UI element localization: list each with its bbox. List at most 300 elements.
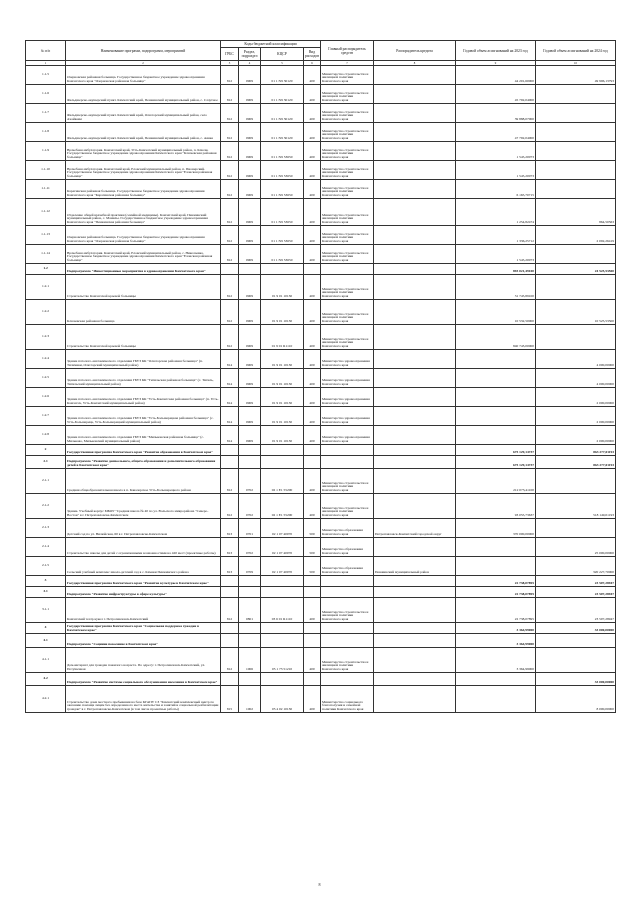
main-administrator: Министерство строительства и жилищной политики Камчатского края [321, 469, 374, 494]
item-name: Строительство школы для детей с ограниченными возможностями на 420 мест (проектные работы) [66, 538, 221, 557]
target-article-code: 01 1 N9 30120 [261, 104, 304, 123]
amount-2023: 10 532,50000 [456, 300, 536, 325]
section-code [239, 456, 261, 469]
amount-2024 [536, 648, 616, 673]
main-administrator: Министерство здравоохранения Камчатского края [321, 426, 374, 445]
column-index: 7 [321, 61, 374, 66]
main-administrator: Министерство здравоохранения Камчатского края [321, 388, 374, 407]
amount-2023 [456, 369, 536, 388]
amount-2024 [536, 123, 616, 142]
expense-type-code: 400 [304, 388, 321, 407]
row-number: 1.2.8 [26, 426, 66, 445]
row-number: 1.1.9 [26, 142, 66, 161]
section-code [239, 445, 261, 456]
item-name: Камчатский театр кукол г. Петропавловск-Камчатский [66, 598, 221, 623]
credit-administrator [374, 180, 456, 199]
credit-administrator [374, 576, 456, 587]
amount-2024 [536, 245, 616, 264]
row-number: 1.1.6 [26, 85, 66, 104]
credit-administrator [374, 686, 456, 713]
table-row [26, 576, 616, 587]
target-article-code: 01 1 N9 30120 [261, 85, 304, 104]
main-administrator: Министерство здравоохранения Камчатского края [321, 350, 374, 369]
credit-administrator [374, 648, 456, 673]
item-name: Подпрограмма "Социнне поколение в Камчатском крае" [66, 634, 221, 648]
main-administrator: Министерство строительства и жилищной политики Камчатского края [321, 494, 374, 519]
column-index: 4 [239, 61, 261, 66]
main-administrator: Министерство строительства и жилищной политики Камчатского края [321, 180, 374, 199]
item-name: Здание патолого-анатомического отделения ГБУЗ КК "Усть-Большерецкая районная больница" (с. Усть-Большерецк, Усть-Большерецкий муниципальный район) [66, 407, 221, 426]
table-row [26, 199, 616, 226]
expense-type-code: 400 [304, 648, 321, 673]
main-administrator: Министерство строительства и жилищной политики Камчатского края [321, 66, 374, 85]
header-codes-group: Коды бюджетной классификации [221, 41, 321, 48]
row-number: 4.1.1 [26, 648, 66, 673]
target-article-code [261, 634, 304, 648]
item-name: Здание патолого-анатомического отделения ГБУЗ КК "Мильковская районная больница" (с. Мильково, Мильковский муниципальный район) [66, 426, 221, 445]
expense-type-code: 500 [304, 519, 321, 538]
item-name: Подпрограмма "Развитие инфраструктуры в сфере культуры" [66, 587, 221, 598]
section-code: 0909 [239, 369, 261, 388]
item-name: Здание. Учебный корпус МБОУ "Средняя школа № 40 по ул. Вольского микрорайона "Северо-Восток" в г. Петропавловске-Камчатском [66, 494, 221, 519]
amount-2024: 2 092,26419 [536, 226, 616, 245]
section-code [239, 623, 261, 634]
amount-2024: 23 507,28947 [536, 576, 616, 587]
section-code: 0909 [239, 388, 261, 407]
credit-administrator [374, 673, 456, 686]
section-code: 0909 [239, 350, 261, 369]
grbs-code: 812 [221, 300, 239, 325]
column-index: 3 [221, 61, 239, 66]
table-row [26, 445, 616, 456]
amount-2023 [456, 673, 536, 686]
main-administrator: Министерство строительства и жилищной политики Камчатского края [321, 325, 374, 350]
row-number: 1.1.8 [26, 123, 66, 142]
target-article-code [261, 623, 304, 634]
amount-2024 [536, 142, 616, 161]
page-number: 8 [318, 882, 321, 887]
main-administrator: Министерство строительства и жилищной политики Камчатского края [321, 648, 374, 673]
item-name: Строительство Камчатской краевой больницы [66, 325, 221, 350]
main-administrator: Министерство здравоохранения Камчатского края [321, 407, 374, 426]
table-row [26, 519, 616, 538]
expense-type-code: 400 [304, 350, 321, 369]
table-row [26, 456, 616, 469]
main-administrator: Министерство образования Камчатского края [321, 519, 374, 538]
expense-type-code: 400 [304, 686, 321, 713]
table-row [26, 686, 616, 713]
grbs-code: 814 [221, 388, 239, 407]
row-number: 4.2 [26, 673, 66, 686]
main-administrator [321, 264, 374, 275]
table-row [26, 245, 616, 264]
credit-administrator [374, 598, 456, 623]
main-administrator: Министерство строительства и жилищной политики Камчатского края [321, 161, 374, 180]
main-administrator: Министерство строительства и жилищной политики Камчатского края [321, 85, 374, 104]
expense-type-code: 400 [304, 275, 321, 300]
grbs-code [221, 623, 239, 634]
table-row [26, 85, 616, 104]
amount-2023: 3 364,99000 [456, 623, 536, 634]
item-name: Государственная программа Камчатского края "Социальная поддержка граждан в Камчатском крае" [66, 623, 221, 634]
section-code [239, 576, 261, 587]
row-number: 3.1.1 [26, 598, 66, 623]
section-code: 0909 [239, 180, 261, 199]
expense-type-code [304, 576, 321, 587]
amount-2023: 1 254,82474 [456, 199, 536, 226]
target-article-code: 01 1 N9 53650 [261, 161, 304, 180]
amount-2023: 3 364,99000 [456, 648, 536, 673]
row-number: 1.2.2 [26, 300, 66, 325]
target-article-code [261, 264, 304, 275]
amount-2023 [456, 538, 536, 557]
row-number: 1.2.1 [26, 275, 66, 300]
table-row [26, 300, 616, 325]
grbs-code: 813 [221, 538, 239, 557]
target-article-code [261, 576, 304, 587]
credit-administrator [374, 66, 456, 85]
grbs-code: 812 [221, 85, 239, 104]
expense-type-code: 400 [304, 199, 321, 226]
credit-administrator: Петропавловск-Камчатский городской округ [374, 519, 456, 538]
item-name: Дом-интернат для граждан пожилого возраста. По адресу: г. Петропавловск-Камчатский, ул. Потушечная [66, 648, 221, 673]
table-row [26, 226, 616, 245]
section-code: 0702 [239, 494, 261, 519]
section-code [239, 264, 261, 275]
main-administrator: Министерство строительства и жилищной политики Камчатского края [321, 226, 374, 245]
target-article-code: 03 6 01 R1110 [261, 598, 304, 623]
section-code: 0909 [239, 325, 261, 350]
amount-2023: 1 336,25712 [456, 226, 536, 245]
expense-type-code [304, 587, 321, 598]
credit-administrator [374, 199, 456, 226]
row-number: 2.1.1 [26, 469, 66, 494]
table-row [26, 634, 616, 648]
amount-2024: 2 000,00000 [536, 388, 616, 407]
grbs-code: 812 [221, 199, 239, 226]
main-administrator: Министерство строительства и жилищной политики Камчатского края [321, 142, 374, 161]
amount-2024: 49 996,13793 [536, 66, 616, 85]
table-row [26, 673, 616, 686]
expense-type-code: 400 [304, 426, 321, 445]
target-article-code: 01 9 01 10130 [261, 369, 304, 388]
table-row [26, 388, 616, 407]
amount-2023: 675 129,14737 [456, 456, 536, 469]
table-row [26, 66, 616, 85]
table-row [26, 469, 616, 494]
grbs-code [221, 445, 239, 456]
item-name: Озерновская районная больница. Государственное бюджетное учреждение здравоохранения Камчатского края "Озерновская районная больница" [66, 226, 221, 245]
amount-2023: 370 000,00000 [456, 519, 536, 538]
grbs-code: 812 [221, 245, 239, 264]
row-number: 1.1.13 [26, 226, 66, 245]
section-code: 0909 [239, 300, 261, 325]
credit-administrator [374, 634, 456, 648]
amount-2024 [536, 85, 616, 104]
amount-2024 [536, 519, 616, 538]
grbs-code: 814 [221, 407, 239, 426]
section-code: 0909 [239, 142, 261, 161]
amount-2023: 1 545,20073 [456, 161, 536, 180]
table-row [26, 494, 616, 519]
target-article-code: 01 9 01 10130 [261, 350, 304, 369]
table-row [26, 325, 616, 350]
expense-type-code [304, 673, 321, 686]
credit-administrator [374, 264, 456, 275]
section-code: 0909 [239, 407, 261, 426]
main-administrator [321, 576, 374, 587]
amount-2024 [536, 325, 616, 350]
grbs-code: 813 [221, 519, 239, 538]
credit-administrator [374, 104, 456, 123]
target-article-code: 01 9 01 10130 [261, 426, 304, 445]
table-row [26, 623, 616, 634]
row-number: 4.2.1 [26, 686, 66, 713]
expense-type-code [304, 264, 321, 275]
section-code: 0909 [239, 104, 261, 123]
credit-administrator [374, 494, 456, 519]
expense-type-code: 400 [304, 161, 321, 180]
section-code: 0702 [239, 538, 261, 557]
row-number: 1.2.5 [26, 369, 66, 388]
amount-2024: 864,50563 [536, 199, 616, 226]
grbs-code: 812 [221, 123, 239, 142]
table-row [26, 538, 616, 557]
target-article-code: 01 9 01 10130 [261, 407, 304, 426]
expense-type-code: 500 [304, 538, 321, 557]
item-name: Государственная программа Камчатского края "Развитие образования в Камчатском крае" [66, 445, 221, 456]
section-code: 0801 [239, 598, 261, 623]
main-administrator [321, 445, 374, 456]
target-article-code [261, 445, 304, 456]
credit-administrator [374, 142, 456, 161]
item-name: Сельский учебный комплекс школа-детский сад в с. Камаки Пенжинского района [66, 557, 221, 576]
section-code [239, 587, 261, 598]
item-name: Государственная программа Камчатского края "Развитие культуры в Камчатском крае" [66, 576, 221, 587]
credit-administrator [374, 123, 456, 142]
grbs-code: 812 [221, 180, 239, 199]
grbs-code [221, 576, 239, 587]
grbs-code: 812 [221, 161, 239, 180]
section-code [239, 673, 261, 686]
item-name: Строительство Камчатской краевой больницы [66, 275, 221, 300]
table-row [26, 264, 616, 275]
grbs-code [221, 587, 239, 598]
amount-2024: 25 000,00000 [536, 538, 616, 557]
row-number: 4 [26, 623, 66, 634]
target-article-code [261, 587, 304, 598]
row-number: 2 [26, 445, 66, 456]
target-article-code: 01 9 01 10130 [261, 388, 304, 407]
amount-2023: 22 738,07895 [456, 576, 536, 587]
header-vr: Вид расходов [304, 48, 321, 61]
amount-2024: 863 277,01193 [536, 456, 616, 469]
target-article-code: 01 1 N9 53650 [261, 245, 304, 264]
item-name: Фельдшерско-акушерский пункт. Камчатский край, Олюторский муниципальный район, село Ачайваям [66, 104, 221, 123]
section-code: 0909 [239, 426, 261, 445]
column-index: 6 [304, 61, 321, 66]
expense-type-code: 400 [304, 407, 321, 426]
row-number: 2.1 [26, 456, 66, 469]
amount-2024: 518 149,01193 [536, 494, 616, 519]
amount-2023 [456, 557, 536, 576]
header-admin: Главный распорядитель средств [321, 41, 374, 61]
main-administrator: Министерство строительства и жилищной политики Камчатского края [321, 245, 374, 264]
row-number: 1.2 [26, 264, 66, 275]
item-name: Здание патолого-анатомического отделения ГБУЗ КК "Олюторская районная больница" (п. Тиличики, Олюторский муниципальный район) [66, 350, 221, 369]
table-row [26, 161, 616, 180]
header-recipient: Распорядитель кредита [374, 41, 456, 61]
target-article-code [261, 673, 304, 686]
item-name: Отделение общей врачебной практики (семейной медицины). Камчатский край, Пенжинский муниципальный район, с. Манилы. Государственное бюджетное учреждение здравоохранения Камчатского края "Пенжинская районная больница" [66, 199, 221, 226]
amount-2024: 10 525,53500 [536, 300, 616, 325]
row-number: 1.2.7 [26, 407, 66, 426]
table-row [26, 587, 616, 598]
section-code: 0909 [239, 275, 261, 300]
amount-2024: 33 000,00000 [536, 673, 616, 686]
expense-type-code: 400 [304, 469, 321, 494]
credit-administrator [374, 369, 456, 388]
grbs-code: 812 [221, 275, 239, 300]
item-name: Фельдшерско-акушерский пункт. Камчатский край, Пенжинский муниципальный район, с. Аянка [66, 123, 221, 142]
expense-type-code: 400 [304, 300, 321, 325]
table-row [26, 142, 616, 161]
target-article-code: 01 1 N9 30120 [261, 123, 304, 142]
expense-type-code [304, 634, 321, 648]
target-article-code: 01 9 01 10130 [261, 300, 304, 325]
expense-type-code: 400 [304, 142, 321, 161]
item-name: Подпрограмма "Инвестиционные мероприятия в здравоохранении Камчатского края" [66, 264, 221, 275]
section-code: 0909 [239, 199, 261, 226]
target-article-code: 02 1 07 40070 [261, 557, 304, 576]
header-ksr: КЦСР [261, 48, 304, 61]
main-administrator: Министерство строительства и жилищной политики Камчатского края [321, 598, 374, 623]
amount-2023 [456, 350, 536, 369]
header-no: № п/п [26, 41, 66, 61]
grbs-code: 812 [221, 66, 239, 85]
credit-administrator [374, 161, 456, 180]
amount-2024: 23 507,28947 [536, 598, 616, 623]
credit-administrator [374, 245, 456, 264]
credit-administrator [374, 85, 456, 104]
item-name: Врачебная амбулатория. Камчатский край, Еловский муниципальный район, п. Пионерский. Государственное бюджетное учреждение здравоохранения Камчатского края "Еловская районная больница" [66, 161, 221, 180]
expense-type-code: 400 [304, 369, 321, 388]
credit-administrator [374, 275, 456, 300]
section-code: 0701 [239, 519, 261, 538]
table-row [26, 350, 616, 369]
column-index: 5 [261, 61, 304, 66]
grbs-code: 814 [221, 426, 239, 445]
credit-administrator [374, 300, 456, 325]
item-name: Подпрограмма "Развитие дошкольного, общего образования и дополнительного образования детей в Камчатском крае" [66, 456, 221, 469]
target-article-code: 01 1 N9 30120 [261, 66, 304, 85]
expense-type-code: 400 [304, 325, 321, 350]
row-number: 1.2.3 [26, 325, 66, 350]
target-article-code: 02 1 07 40070 [261, 538, 304, 557]
table-row [26, 557, 616, 576]
expense-type-code: 500 [304, 557, 321, 576]
amount-2023 [456, 388, 536, 407]
expense-type-code: 400 [304, 180, 321, 199]
amount-2023: 93 055,73637 [456, 494, 536, 519]
item-name: Карагинская районная больница. Государственное бюджетное учреждение здравоохранения Камчатского края "Карагинская районная больница" [66, 180, 221, 199]
row-number: 2.1.4 [26, 538, 66, 557]
credit-administrator [374, 226, 456, 245]
grbs-code: 812 [221, 469, 239, 494]
section-code: 0909 [239, 66, 261, 85]
amount-2024 [536, 180, 616, 199]
column-index: 9 [456, 61, 536, 66]
table-row [26, 369, 616, 388]
amount-2023: 22 738,07895 [456, 598, 536, 623]
expense-type-code: 400 [304, 85, 321, 104]
amount-2024: 8 000,00000 [536, 686, 616, 713]
amount-2023 [456, 426, 536, 445]
section-code [239, 634, 261, 648]
amount-2023: 6 165,70715 [456, 180, 536, 199]
credit-administrator [374, 407, 456, 426]
grbs-code [221, 264, 239, 275]
budget-table [25, 40, 616, 713]
amount-2024: 320 227,70000 [536, 557, 616, 576]
grbs-code [221, 673, 239, 686]
item-name: Озерновская районная больница. Государственное бюджетное учреждение здравоохранения Камчатского края "Озерновская районная больница" [66, 66, 221, 85]
expense-type-code: 400 [304, 123, 321, 142]
row-number: 1.1.12 [26, 199, 66, 226]
main-administrator: Министерство строительства и жилищной политики Камчатского края [321, 275, 374, 300]
amount-2024: 24 525,53500 [536, 264, 616, 275]
expense-type-code: 400 [304, 245, 321, 264]
expense-type-code: 400 [304, 598, 321, 623]
row-number: 3 [26, 576, 66, 587]
header-rzpr: Раздел, подраздел [239, 48, 261, 61]
row-number: 1.2.6 [26, 388, 66, 407]
expense-type-code: 400 [304, 104, 321, 123]
main-administrator [321, 634, 374, 648]
table-row [26, 104, 616, 123]
amount-2024: 863 277,01193 [536, 445, 616, 456]
main-administrator: Министерство образования Камчатского края [321, 538, 374, 557]
main-administrator: Министерство строительства и жилищной политики Камчатского края [321, 123, 374, 142]
main-administrator: Министерство здравоохранения Камчатского края [321, 369, 374, 388]
main-administrator: Министерство социального благополучия и семейной политики Камчатского края [321, 686, 374, 713]
expense-type-code: 400 [304, 226, 321, 245]
amount-2023 [456, 686, 536, 713]
amount-2024: 23 507,28947 [536, 587, 616, 598]
amount-2024 [536, 104, 616, 123]
amount-2024 [536, 161, 616, 180]
amount-2024: 4 000,00000 [536, 350, 616, 369]
target-article-code: 01 9 01 R1110 [261, 325, 304, 350]
grbs-code: 815 [221, 686, 239, 713]
item-name: Врачебная амбулатория. Камчатский край, Еловский муниципальный район, с. Николаевка. Государственное бюджетное учреждение здравоохранения Камчатского края "Еловская районная больница" [66, 245, 221, 264]
section-code: 0909 [239, 85, 261, 104]
credit-administrator [374, 426, 456, 445]
header-name: Наименование программ, подпрограмм, мероприятий [66, 41, 221, 61]
column-index: 8 [374, 61, 456, 66]
column-index: 10 [536, 61, 616, 66]
grbs-code: 812 [221, 104, 239, 123]
amount-2023 [456, 407, 536, 426]
table-row [26, 180, 616, 199]
section-code: 0909 [239, 123, 261, 142]
table-row [26, 648, 616, 673]
row-number: 1.1.7 [26, 104, 66, 123]
expense-type-code [304, 456, 321, 469]
credit-administrator [374, 445, 456, 456]
main-administrator [321, 623, 374, 634]
expense-type-code: 400 [304, 494, 321, 519]
